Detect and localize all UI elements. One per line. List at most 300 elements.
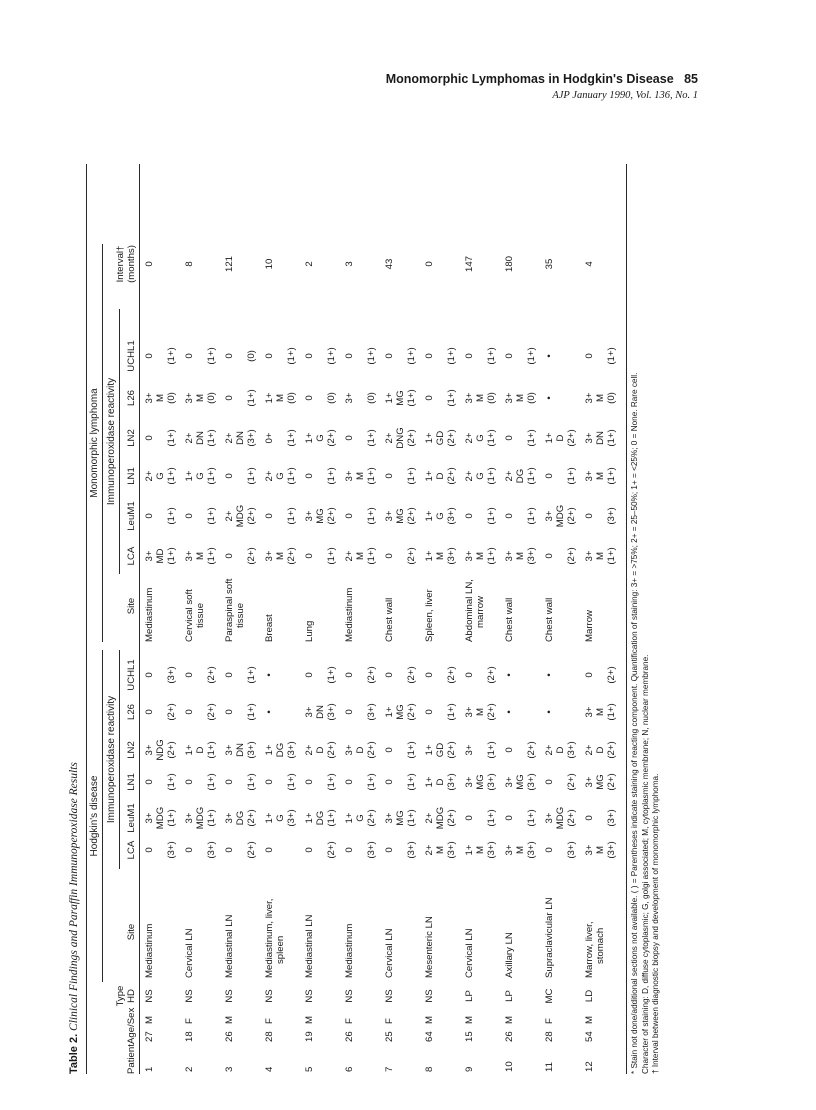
ml-stain-cell: (1+) xyxy=(326,547,337,565)
hd-stain-cell: 3+ xyxy=(184,812,195,824)
ml-stain-cell: 2+ xyxy=(144,470,155,482)
patient-number: 2 xyxy=(184,1066,195,1072)
ml-stain-cell: 0 xyxy=(504,353,515,359)
ml-stain-cell: (1+) xyxy=(606,467,617,485)
ml-site-cell: Chest wall xyxy=(504,597,515,642)
ml-stain-cell: 0 xyxy=(144,435,155,441)
hd-stain-cell: • xyxy=(504,673,515,677)
hd-site-cell: Cervical LN xyxy=(384,928,395,978)
hd-stain-cell: 1+ xyxy=(264,744,275,756)
ml-stain-cell: M xyxy=(515,394,526,402)
ml-stain-cell: (1+) xyxy=(446,389,457,407)
hd-stain-cell: M xyxy=(515,846,526,854)
hd-stain-cell: 0 xyxy=(344,672,355,678)
hd-stain-cell: 0 xyxy=(504,747,515,753)
hd-stain-cell: 0 xyxy=(144,847,155,853)
footnote: Character of staining: D, diffuse cytoplasmic; G, golgi associated; M, cytoplasmic membrane; N, nuclear membrane. xyxy=(640,654,650,1074)
ml-site-cell: Mediastinum xyxy=(144,587,155,642)
sex-cell: F xyxy=(384,1018,395,1024)
hd-stain-cell: 0 xyxy=(384,747,395,753)
hd-stain-cell: 0 xyxy=(184,779,195,785)
ml-stain-cell: 0 xyxy=(424,395,435,401)
age-cell: 54 xyxy=(584,1031,595,1042)
hd-stain-cell: 3+ xyxy=(544,812,555,824)
hd-stain-cell: MG xyxy=(395,704,406,720)
footnote: * Stain not done/additional sections not available. ( ) = Parentheses indicate staining of reacting component. Quantification of staining: 3+ = >75%; 2+ = 25–50%; 1+ = <25%; 0 = None. Rare cell. xyxy=(630,372,639,1074)
age-cell: 15 xyxy=(464,1031,475,1042)
group-header-hodgkins: Hodgkin's disease xyxy=(89,775,100,857)
hd-type-cell: LP xyxy=(464,990,475,1002)
hd-stain-cell: 0 xyxy=(384,847,395,853)
ml-stain-cell: 0 xyxy=(304,473,315,479)
hd-stain-cell: D xyxy=(315,746,326,754)
hd-type-cell: LD xyxy=(584,989,595,1003)
ml-stain-cell: 0 xyxy=(384,353,395,359)
ml-stain-cell: (1+) xyxy=(206,547,217,565)
ml-stain-cell: 3+ xyxy=(584,470,595,482)
interval-cell: 10 xyxy=(264,258,275,270)
patient-number: 5 xyxy=(304,1066,315,1072)
hd-stain-cell: (3+) xyxy=(366,703,377,721)
ml-stain-cell: 0 xyxy=(224,553,235,559)
hd-stain-cell: DG xyxy=(315,810,326,826)
ml-site-cell: Chest wall xyxy=(384,597,395,642)
hd-stain-cell: (3+) xyxy=(206,841,217,859)
ml-stain-cell: (2+) xyxy=(406,547,417,565)
hd-stain-cell: • xyxy=(264,673,275,677)
ml-stain-cell: 0 xyxy=(384,473,395,479)
ml-stain-cell: (1+) xyxy=(366,347,377,365)
ml-stain-cell: (0) xyxy=(486,392,497,404)
hd-stain-cell: 0 xyxy=(544,847,555,853)
ml-site-cell: Abdominal LN, xyxy=(464,579,475,642)
ml-stain-cell: 3+ xyxy=(584,550,595,562)
ml-stain-cell: 1+ xyxy=(424,470,435,482)
hd-stain-cell: (1+) xyxy=(246,703,257,721)
hd-stain-cell: 0 xyxy=(304,672,315,678)
ml-stain-cell: 0 xyxy=(504,435,515,441)
ml-stain-cell: G xyxy=(475,434,486,442)
hd-stain-cell: GD xyxy=(435,742,446,758)
hd-stain-cell: 3+ xyxy=(224,812,235,824)
hd-type-cell: NS xyxy=(184,989,195,1003)
age-cell: 26 xyxy=(344,1031,355,1042)
ml-stain-cell: 0 xyxy=(304,395,315,401)
interval-cell: 35 xyxy=(544,258,555,270)
ml-stain-cell: (1+) xyxy=(206,429,217,447)
interval-cell: 4 xyxy=(584,261,595,267)
ipr-hd-rule xyxy=(119,650,120,869)
ml-stain-cell: M xyxy=(355,552,366,560)
ml-stain-cell: 3+ xyxy=(184,392,195,404)
hd-stain-cell: M xyxy=(435,846,446,854)
ml-stain-cell: (1+) xyxy=(606,547,617,565)
col-header-ml-l26: L26 xyxy=(126,389,137,407)
col-header-ml-site: Site xyxy=(126,597,137,615)
hd-stain-cell: (2+) xyxy=(566,809,577,827)
ml-stain-cell: (1+) xyxy=(406,347,417,365)
ml-stain-cell: 3+ xyxy=(584,432,595,444)
hd-stain-cell: (1+) xyxy=(166,809,177,827)
hd-stain-cell: D xyxy=(555,746,566,754)
ml-stain-cell: 0 xyxy=(344,353,355,359)
ml-stain-cell: 3+ xyxy=(184,550,195,562)
ml-stain-cell: DNG xyxy=(395,427,406,449)
ml-stain-cell: (1+) xyxy=(166,429,177,447)
hd-stain-cell: (3+) xyxy=(406,841,417,859)
hd-stain-cell: (1+) xyxy=(326,666,337,684)
hd-site-cell: Marrow, liver, xyxy=(584,921,595,978)
hd-site-cell: Mediastinal LN xyxy=(304,914,315,978)
ml-stain-cell: 0 xyxy=(304,353,315,359)
ml-stain-cell: M xyxy=(595,552,606,560)
ml-stain-cell: 2+ xyxy=(224,510,235,522)
hd-stain-cell: 3+ xyxy=(584,776,595,788)
ml-stain-cell: (1+) xyxy=(166,347,177,365)
col-header-interval: Interval† xyxy=(115,245,126,283)
ml-stain-cell: (2+) xyxy=(566,429,577,447)
hd-stain-cell: (3+) xyxy=(446,841,457,859)
hd-stain-cell: 0 xyxy=(344,709,355,715)
hd-stain-cell: 0 xyxy=(224,847,235,853)
hd-stain-cell: (3+) xyxy=(166,841,177,859)
ml-stain-cell: (1+) xyxy=(326,347,337,365)
hd-stain-cell: (1+) xyxy=(406,773,417,791)
ml-stain-cell: 0 xyxy=(144,353,155,359)
ml-stain-cell: (1+) xyxy=(606,347,617,365)
interval-cell: 3 xyxy=(344,261,355,267)
ml-stain-cell: 1+ xyxy=(544,432,555,444)
ml-stain-cell: M xyxy=(515,552,526,560)
hd-stain-cell: (3+) xyxy=(166,666,177,684)
ml-stain-cell: (1+) xyxy=(526,429,537,447)
patient-number: 6 xyxy=(344,1066,355,1072)
ml-site-cell: marrow xyxy=(475,596,486,628)
hd-type-cell: NS xyxy=(224,989,235,1003)
ml-stain-cell: (2+) xyxy=(406,507,417,525)
hd-stain-cell: (2+) xyxy=(246,809,257,827)
ml-stain-cell: (2+) xyxy=(446,467,457,485)
ml-stain-cell: 3+ xyxy=(464,550,475,562)
hd-stain-cell: 0 xyxy=(304,779,315,785)
ml-stain-cell: 0 xyxy=(424,353,435,359)
ml-stain-cell: M xyxy=(475,552,486,560)
ml-stain-cell: 3+ xyxy=(144,392,155,404)
group-header-ipr-ml: Immunoperoxidase reactivity xyxy=(106,377,117,506)
hd-stain-cell: 3+ xyxy=(464,776,475,788)
hd-stain-cell: (3+) xyxy=(566,741,577,759)
col-header-type: HD xyxy=(126,989,137,1003)
hd-site-cell: Mediastinal LN xyxy=(224,914,235,978)
hd-stain-cell: 1+ xyxy=(384,706,395,718)
ml-stain-cell: (2+) xyxy=(326,507,337,525)
ml-stain-cell: (1+) xyxy=(526,467,537,485)
ml-stain-cell: (0) xyxy=(366,392,377,404)
ml-stain-cell: M xyxy=(475,394,486,402)
hd-stain-cell: 0 xyxy=(144,779,155,785)
patient-number: 8 xyxy=(424,1066,435,1072)
ml-stain-cell: D xyxy=(435,472,446,480)
hd-stain-cell: M xyxy=(595,708,606,716)
ml-stain-cell: 0 xyxy=(264,513,275,519)
age-cell: 28 xyxy=(544,1031,555,1042)
hd-stain-cell: (2+) xyxy=(206,666,217,684)
table-number: Table 2. xyxy=(68,1033,80,1074)
hd-stain-cell: (1+) xyxy=(486,741,497,759)
hd-stain-cell: 0 xyxy=(184,709,195,715)
hd-stain-cell: M xyxy=(475,708,486,716)
sex-cell: M xyxy=(304,1016,315,1024)
hd-stain-cell: (2+) xyxy=(246,841,257,859)
hd-stain-cell: (2+) xyxy=(166,741,177,759)
ml-stain-cell: G xyxy=(315,434,326,442)
ml-stain-cell: 3+ xyxy=(144,550,155,562)
interval-cell: 43 xyxy=(384,258,395,270)
interval-cell: 121 xyxy=(224,255,235,273)
hd-stain-cell: (2+) xyxy=(326,841,337,859)
hd-site-cell: Mediastinum xyxy=(344,923,355,978)
sex-cell: M xyxy=(504,1016,515,1024)
ml-stain-cell: (1+) xyxy=(486,429,497,447)
ml-stain-cell: MG xyxy=(395,508,406,524)
ml-stain-cell: (1+) xyxy=(206,467,217,485)
hd-stain-cell: DG xyxy=(235,810,246,826)
ml-stain-cell: (3+) xyxy=(606,507,617,525)
hd-stain-cell: G xyxy=(275,814,286,822)
hd-site-cell: Mediastinum, liver, xyxy=(264,898,275,978)
ml-stain-cell: 1+ xyxy=(424,510,435,522)
ml-stain-cell: 0 xyxy=(504,513,515,519)
ml-stain-cell: M xyxy=(195,394,206,402)
hd-stain-cell: 3+ xyxy=(224,744,235,756)
patient-number: 3 xyxy=(224,1066,235,1072)
ml-stain-cell: 2+ xyxy=(184,432,195,444)
hd-stain-cell: 2+ xyxy=(424,844,435,856)
hd-stain-cell: 3+ xyxy=(344,744,355,756)
ml-stain-cell: (0) xyxy=(246,350,257,362)
age-cell: 27 xyxy=(144,1031,155,1042)
hd-stain-cell: MDG xyxy=(555,806,566,830)
ml-stain-cell: 0 xyxy=(584,513,595,519)
hd-stain-cell: (3+) xyxy=(566,841,577,859)
col-header-ml-ln2: LN2 xyxy=(126,429,137,447)
ml-stain-cell: G xyxy=(475,472,486,480)
hd-stain-cell: (1+) xyxy=(206,773,217,791)
ml-stain-cell: 1+ xyxy=(184,470,195,482)
hd-site-cell: spleen xyxy=(275,935,286,964)
ml-stain-cell: M xyxy=(155,394,166,402)
ml-site-cell: Breast xyxy=(264,614,275,642)
hd-stain-cell: (1+) xyxy=(166,773,177,791)
col-header-age-sex: Age/Sex xyxy=(126,1007,137,1044)
ml-stain-cell: 0 xyxy=(544,553,555,559)
sex-cell: M xyxy=(464,1016,475,1024)
hd-type-cell: NS xyxy=(144,989,155,1003)
hd-site-cell: Supraclavicular LN xyxy=(544,897,555,978)
ml-stain-cell: 2+ xyxy=(504,470,515,482)
hd-stain-cell: 0 xyxy=(344,779,355,785)
age-cell: 26 xyxy=(504,1031,515,1042)
patient-number: 10 xyxy=(504,1061,515,1072)
ml-stain-cell: (1+) xyxy=(526,347,537,365)
ml-stain-cell: • xyxy=(544,396,555,400)
hd-stain-cell: (3+) xyxy=(246,741,257,759)
col-header-hd-leum1: LeuM1 xyxy=(126,803,137,833)
ml-stain-cell: 1+ xyxy=(424,550,435,562)
ml-stain-cell: 0 xyxy=(584,353,595,359)
hd-stain-cell: 3+ xyxy=(304,706,315,718)
patient-number: 9 xyxy=(464,1066,475,1072)
col-header-hd-ln1: LN1 xyxy=(126,773,137,791)
hd-stain-cell: (2+) xyxy=(366,809,377,827)
hd-stain-cell: (1+) xyxy=(366,773,377,791)
hd-stain-cell: DG xyxy=(275,742,286,758)
hd-stain-cell: 3+ xyxy=(464,744,475,756)
ml-stain-cell: 3+ xyxy=(584,392,595,404)
ml-stain-cell: 3+ xyxy=(264,550,275,562)
ml-stain-cell: (1+) xyxy=(206,347,217,365)
hd-stain-cell: (3+) xyxy=(486,773,497,791)
ml-stain-cell: 3+ xyxy=(344,470,355,482)
hd-stain-cell: (1+) xyxy=(206,741,217,759)
hd-stain-cell: 0 xyxy=(264,847,275,853)
ml-stain-cell: 0+ xyxy=(264,432,275,444)
hd-stain-cell: (1+) xyxy=(486,809,497,827)
sex-cell: M xyxy=(424,1016,435,1024)
ml-stain-cell: G xyxy=(195,472,206,480)
hd-stain-cell: (2+) xyxy=(606,773,617,791)
hd-type-cell: MC xyxy=(544,988,555,1004)
journal-citation: AJP January 1990, Vol. 136, No. 1 xyxy=(552,90,698,101)
ml-stain-cell: M xyxy=(275,394,286,402)
hd-stain-cell: 0 xyxy=(264,779,275,785)
hd-stain-cell: (2+) xyxy=(366,741,377,759)
hd-stain-cell: 0 xyxy=(384,779,395,785)
hd-stain-cell: MDG xyxy=(435,806,446,830)
col-header-ml-leum1: LeuM1 xyxy=(126,501,137,531)
hd-stain-cell: (3+) xyxy=(606,841,617,859)
group-header-monomorphic: Monomorphic lymphoma xyxy=(89,388,100,498)
ml-stain-cell: 1+ xyxy=(384,392,395,404)
ml-stain-cell: (1+) xyxy=(526,507,537,525)
hd-stain-cell: (1+) xyxy=(526,809,537,827)
hd-stain-cell: MG xyxy=(395,810,406,826)
ml-stain-cell: (3+) xyxy=(246,429,257,447)
ml-stain-cell: 3+ xyxy=(544,510,555,522)
hd-stain-cell: 0 xyxy=(184,672,195,678)
hd-stain-cell: (3+) xyxy=(366,841,377,859)
interval-cell: 2 xyxy=(304,261,315,267)
hd-stain-cell: 2+ xyxy=(584,744,595,756)
hd-site-cell: Mesenteric LN xyxy=(424,916,435,978)
sex-cell: F xyxy=(184,1018,195,1024)
hd-type-cell: NS xyxy=(264,989,275,1003)
ml-stain-cell: (1+) xyxy=(446,347,457,365)
hd-site-cell: stomach xyxy=(595,927,606,964)
ml-stain-cell: 0 xyxy=(464,353,475,359)
hd-type-cell: NS xyxy=(304,989,315,1003)
ml-stain-cell: 0 xyxy=(224,395,235,401)
age-cell: 26 xyxy=(224,1031,235,1042)
hd-stain-cell: 3+ xyxy=(584,844,595,856)
hd-stain-cell: 0 xyxy=(224,779,235,785)
ml-stain-cell: G xyxy=(155,472,166,480)
hd-stain-cell: (2+) xyxy=(606,666,617,684)
hd-stain-cell: (2+) xyxy=(166,703,177,721)
hd-stain-cell: • xyxy=(544,673,555,677)
hd-stain-cell: G xyxy=(355,814,366,822)
patient-number: 7 xyxy=(384,1066,395,1072)
hd-stain-cell: DN xyxy=(235,743,246,757)
ml-stain-cell: 2+ xyxy=(264,470,275,482)
hd-stain-cell: D xyxy=(435,778,446,786)
patient-number: 11 xyxy=(544,1062,555,1072)
page-header xyxy=(386,72,698,101)
col-header-hd-l26: L26 xyxy=(126,703,137,721)
ml-stain-cell: MD xyxy=(155,548,166,564)
interval-cell: 8 xyxy=(184,261,195,267)
hodgkins-rule xyxy=(102,650,103,982)
hd-stain-cell: 1+ xyxy=(184,744,195,756)
ml-stain-cell: 1+ xyxy=(304,432,315,444)
hd-stain-cell: (2+) xyxy=(446,666,457,684)
hd-stain-cell: MG xyxy=(475,774,486,790)
ml-stain-cell: 2+ xyxy=(464,432,475,444)
ml-site-cell: tissue xyxy=(195,602,206,628)
monomorphic-rule xyxy=(102,244,103,642)
ml-stain-cell: (1+) xyxy=(246,467,257,485)
ml-stain-cell: (3+) xyxy=(526,547,537,565)
hd-stain-cell: (3+) xyxy=(286,809,297,827)
ml-stain-cell: (2+) xyxy=(326,429,337,447)
bottom-rule xyxy=(626,164,627,1074)
hd-stain-cell: 2+ xyxy=(544,744,555,756)
ml-stain-cell: M xyxy=(195,552,206,560)
ml-stain-cell: (1+) xyxy=(246,389,257,407)
hd-stain-cell: M xyxy=(475,846,486,854)
hd-site-cell: Axillary LN xyxy=(504,932,515,978)
ml-site-cell: Lung xyxy=(304,620,315,642)
ml-stain-cell: 2+ xyxy=(384,432,395,444)
hd-stain-cell: 0 xyxy=(544,779,555,785)
ml-stain-cell: 3+ xyxy=(504,550,515,562)
hd-stain-cell: (3+) xyxy=(526,773,537,791)
hd-stain-cell: (1+) xyxy=(326,809,337,827)
hd-stain-cell: (2+) xyxy=(566,773,577,791)
ml-stain-cell: (1+) xyxy=(286,429,297,447)
ml-stain-cell: (0) xyxy=(206,392,217,404)
hd-stain-cell: (2+) xyxy=(406,703,417,721)
ml-stain-cell: (0) xyxy=(606,392,617,404)
ml-stain-cell: (2+) xyxy=(286,547,297,565)
ml-stain-cell: D xyxy=(555,434,566,442)
ml-stain-cell: (1+) xyxy=(566,467,577,485)
hd-stain-cell: (2+) xyxy=(366,666,377,684)
ml-stain-cell: (1+) xyxy=(486,347,497,365)
group-header-ipr-hd: Immunoperoxidase reactivity xyxy=(106,695,117,824)
table-title: Clinical Findings and Paraffin Immunoperoxidase Results xyxy=(68,762,80,1031)
hd-stain-cell: 1+ xyxy=(344,812,355,824)
hd-stain-cell: 0 xyxy=(424,672,435,678)
hd-stain-cell: • xyxy=(544,710,555,714)
col-header-ml-uchl1: UCHL1 xyxy=(126,340,137,372)
ml-stain-cell: M xyxy=(435,552,446,560)
hd-stain-cell: (3+) xyxy=(526,841,537,859)
ml-stain-cell: (1+) xyxy=(606,429,617,447)
hd-stain-cell: (3+) xyxy=(286,741,297,759)
ml-stain-cell: (1+) xyxy=(366,467,377,485)
age-cell: 19 xyxy=(304,1031,315,1042)
